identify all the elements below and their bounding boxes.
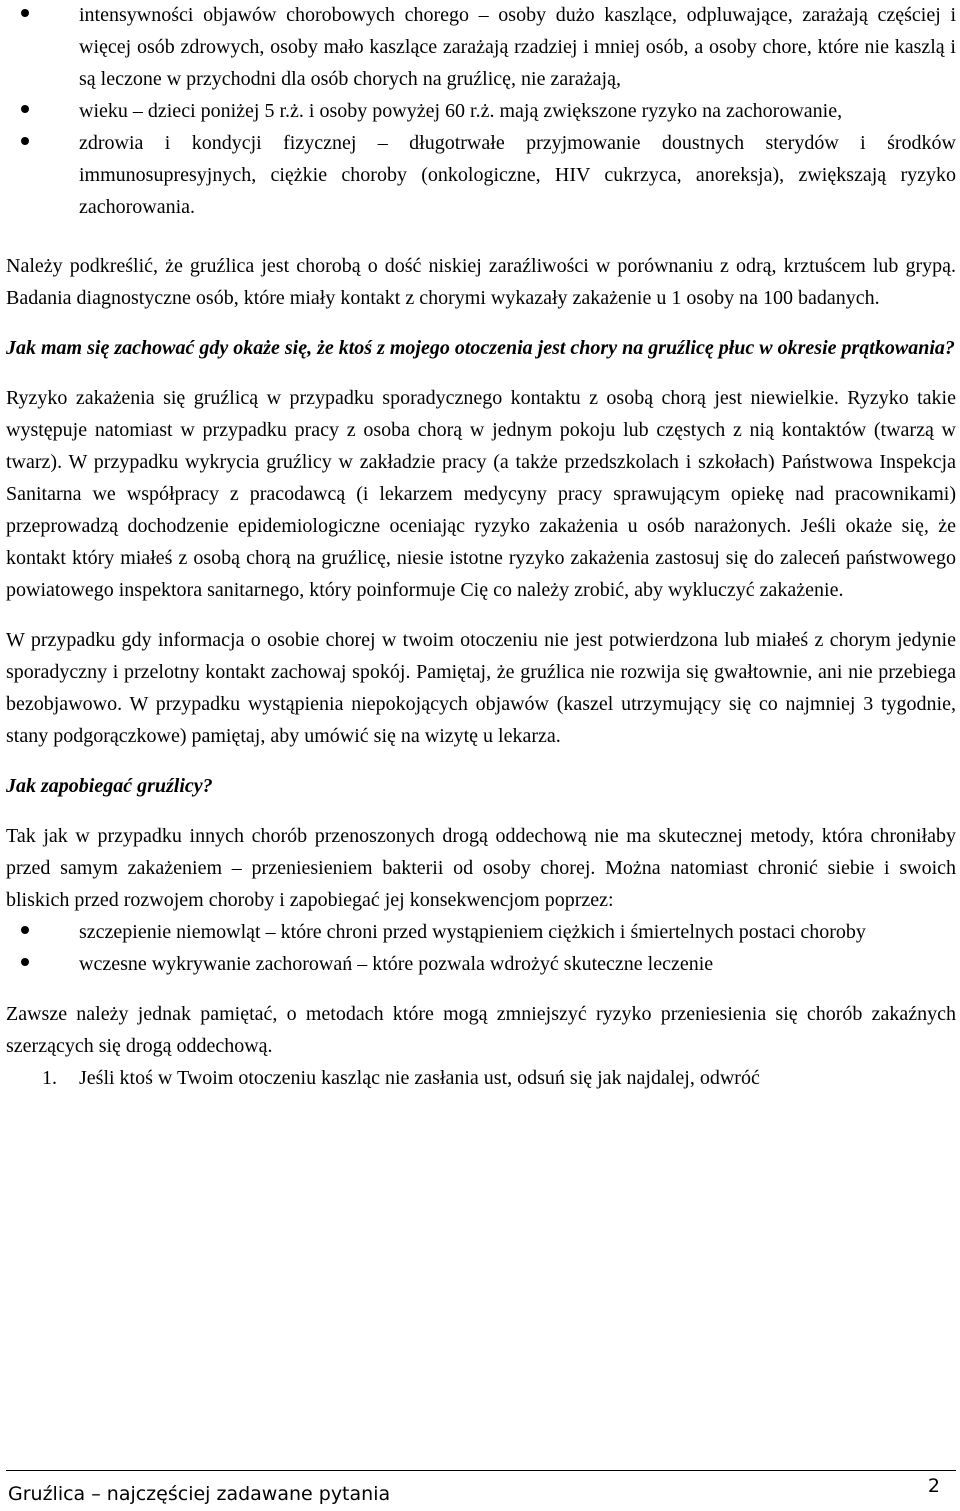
list-item: zdrowia i kondycji fizycznej – długotrwałe przyjmowanie doustnych sterydów i środków immunosupresyjnych, ciężkie choroby (onkologiczne, HIV cukrzyca, anoreksja), zwiększają ryzyko zachorowania. [6, 127, 956, 223]
risk-factors-list [6, 0, 956, 223]
document-body [6, 0, 956, 1094]
page-number: 2 [927, 1475, 940, 1497]
prevention-list [6, 916, 956, 980]
list-item: szczepienie niemowląt – które chroni przed wystąpieniem ciężkich i śmiertelnych postaci choroby [6, 916, 956, 948]
paragraph: Ryzyko zakażenia się gruźlicą w przypadku sporadycznego kontaktu z osobą chorą jest niewielkie. Ryzyko takie występuje natomiast w przypadku pracy z osoba chorą w jednym pokoju lub częstych z nią kontaktów (twarzą w twarz). W przypadku wykrycia gruźlicy w zakładzie pracy (a także przedszkolach i szkołach) Państwowa Inspekcja Sanitarna we współpracy z pracodawcą (i lekarzem medycyny pracy sprawującym opiekę nad pracownikami) przeprowadzą dochodzenie epidemiologiczne oceniając ryzyko zakażenia u osób narażonych. Jeśli okaże się, że kontakt który miałeś z osobą chorą na gruźlicę, niesie istotne ryzyko zakażenia zastosuj się do zaleceń państwowego powiatowego inspektora sanitarnego, który poinformuje Cię co należy zrobić, aby wykluczyć zakażenie. [6, 387, 956, 601]
list-item: wczesne wykrywanie zachorowań – które pozwala wdrożyć skuteczne leczenie [6, 948, 956, 980]
paragraph: W przypadku gdy informacja o osobie chorej w twoim otoczeniu nie jest potwierdzona lub miałeś z chorym jedynie sporadyczny i przelotny kontakt zachowaj spokój. Pamiętaj, że gruźlica nie rozwija się gwałtownie, ani nie przebiega bezobjawowo. W przypadku wystąpienia niepokojących objawów (kaszel utrzymujący się co najmniej 3 tygodnie, stany podgorączkowe) pamiętaj, aby umówić się na wizytę u lekarza. [6, 629, 956, 747]
section-heading: Jak mam się zachować gdy okaże się, że ktoś z mojego otoczenia jest chory na gruźlicę płuc w okresie prątkowania? [6, 337, 955, 359]
list-item: wieku – dzieci poniżej 5 r.ż. i osoby powyżej 60 r.ż. mają zwiększone ryzyko na zachorowanie, [6, 95, 956, 127]
bullet-icon [21, 926, 29, 934]
footer-title: Gruźlica – najczęściej zadawane pytania [8, 1483, 391, 1505]
bullet-icon [21, 958, 29, 966]
bullet-icon [21, 137, 29, 145]
bullet-icon [21, 9, 29, 17]
numbered-item: 1. Jeśli ktoś w Twoim otoczeniu kaszląc nie zasłania ust, odsuń się jak najdalej, odwróć [6, 1062, 956, 1094]
bullet-icon [21, 105, 29, 113]
paragraph: Zawsze należy jednak pamiętać, o metodach które mogą zmniejszyć ryzyko przeniesienia się chorób zakaźnych szerzących się drogą oddechową. [6, 1003, 956, 1057]
item-number: 1. [42, 1067, 57, 1089]
paragraph: Tak jak w przypadku innych chorób przenoszonych drogą oddechową nie ma skutecznej metody, która chroniłaby przed samym zakażeniem – przeniesieniem bakterii od osoby chorej. Można natomiast chronić siebie i swoich bliskich przed rozwojem choroby i zapobiegać jej konsekwencjom poprzez: [6, 825, 956, 911]
numbered-list [6, 1062, 956, 1094]
section-heading: Jak zapobiegać gruźlicy? [6, 775, 213, 797]
list-item: intensywności objawów chorobowych chorego – osoby dużo kaszlące, odpluwające, zarażają częściej i więcej osób zdrowych, osoby mało kaszlące zarażają rzadziej i mniej osób, a osoby chore, które nie kaszlą i są leczone w przychodni dla osób chorych na gruźlicę, nie zarażają, [6, 0, 956, 95]
paragraph: Należy podkreślić, że gruźlica jest chorobą o dość niskiej zaraźliwości w porównaniu z odrą, krztuścem lub grypą. Badania diagnostyczne osób, które miały kontakt z chorymi wykazały zakażenie u 1 osoby na 100 badanych. [6, 255, 956, 309]
footer-divider [6, 1470, 956, 1471]
